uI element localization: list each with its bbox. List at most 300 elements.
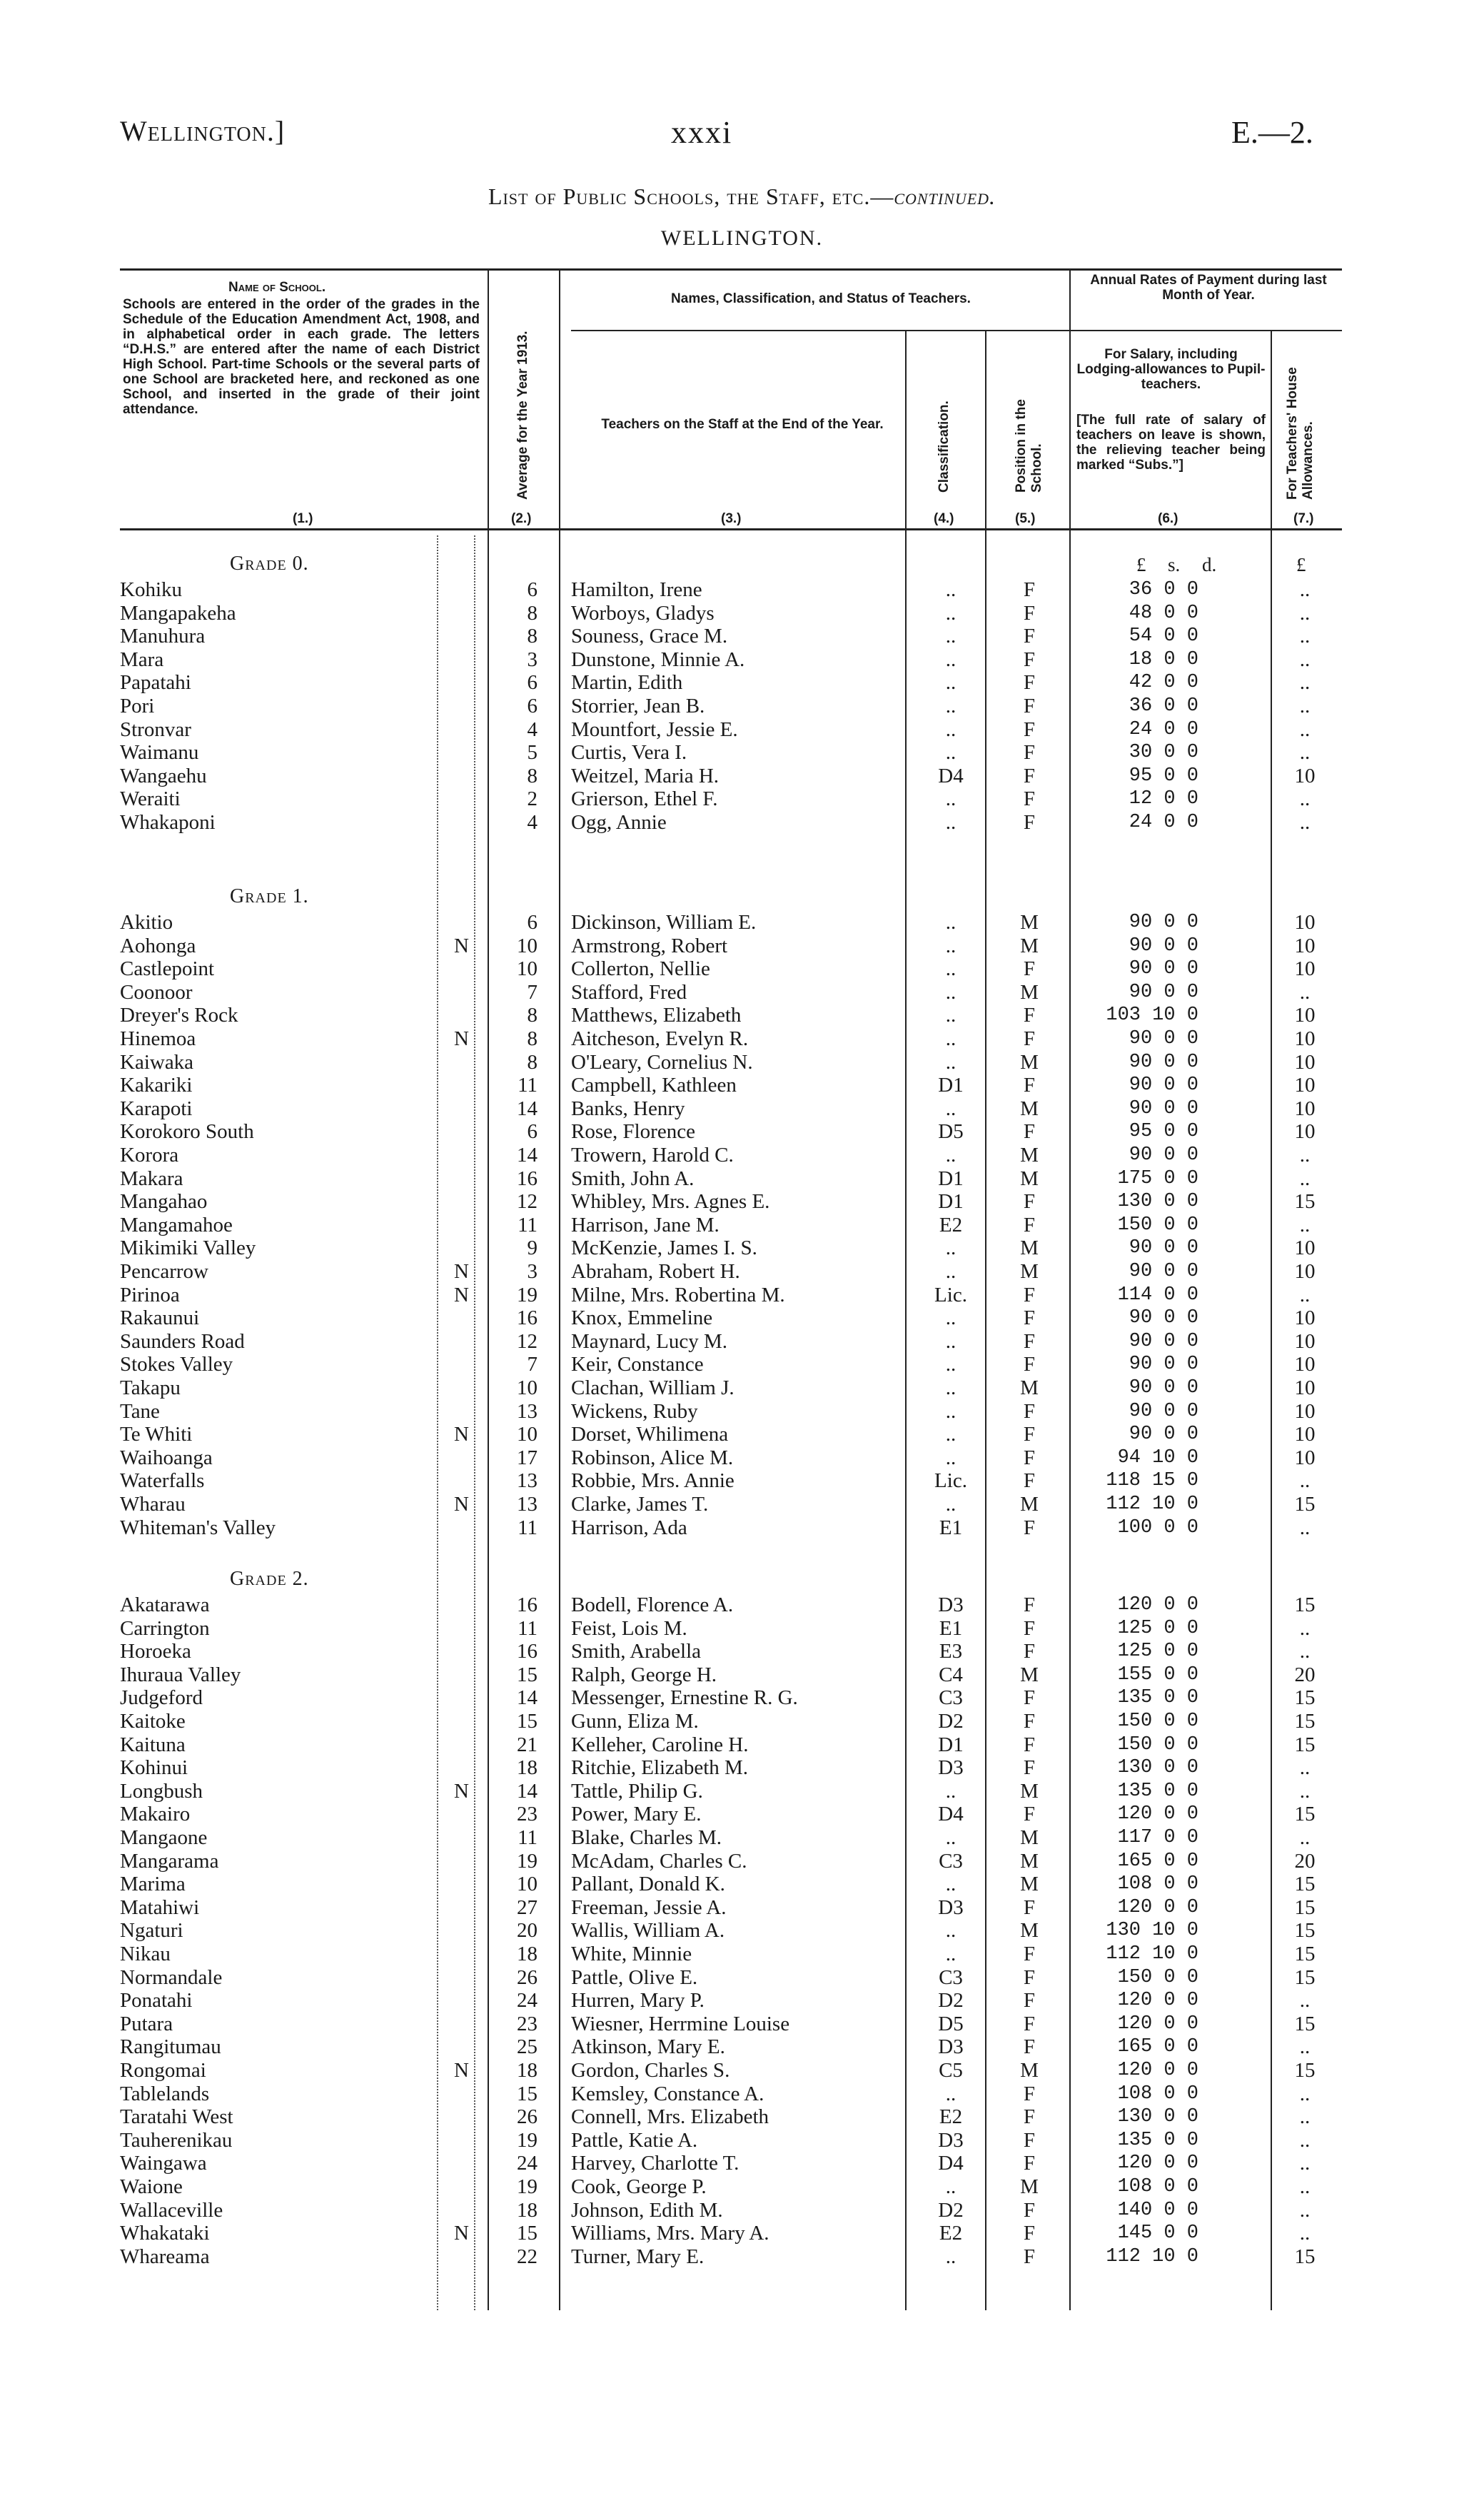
- col6-title: For Salary, including Lodging-allowances to Pupil-teachers.: [1076, 347, 1266, 392]
- average-attendance: 2: [527, 787, 537, 811]
- school-row: [0, 578, 1484, 601]
- classification: ..: [945, 2245, 956, 2268]
- teacher-name: Robbie, Mrs. Annie: [571, 1469, 735, 1493]
- position: M: [1020, 1237, 1039, 1260]
- school-row: [0, 1004, 1484, 1027]
- position: F: [1023, 648, 1036, 671]
- school-name: Nikau: [120, 1943, 171, 1965]
- position: F: [1023, 671, 1036, 695]
- average-attendance: 22: [517, 2245, 537, 2268]
- school-name: Carrington: [120, 1616, 210, 1640]
- house-allowance: 15: [1294, 2059, 1316, 2082]
- salary: 42 0 0: [1129, 672, 1198, 694]
- position: F: [1023, 2245, 1036, 2268]
- school-name: Taratahi West: [120, 2105, 233, 2129]
- house-allowance: 10: [1294, 934, 1316, 957]
- salary: 117 0 0: [1117, 1827, 1198, 1848]
- house-allowance: 15: [1294, 1803, 1316, 1826]
- position: M: [1020, 1376, 1039, 1399]
- teacher-name: Stafford, Fred: [571, 980, 687, 1004]
- school-name: Mangamahoe: [120, 1213, 233, 1237]
- position: F: [1023, 578, 1036, 601]
- classification: D5: [938, 1120, 964, 1144]
- teacher-name: Clarke, James T.: [571, 1493, 709, 1516]
- school-row: [0, 1593, 1484, 1616]
- report-code: E.—2.: [1231, 115, 1313, 150]
- salary: 30 0 0: [1129, 742, 1198, 764]
- teacher-name: Robinson, Alice M.: [571, 1446, 734, 1469]
- salary: 24 0 0: [1129, 812, 1198, 833]
- salary: 90 0 0: [1129, 1144, 1198, 1166]
- school-name: Wallaceville: [120, 2198, 223, 2222]
- col6-note: [The full rate of salary of teachers on leave is shown, the relieving teacher being marked “Subs.”]: [1076, 413, 1266, 473]
- average-attendance: 14: [517, 1686, 537, 1710]
- teacher-name: McKenzie, James I. S.: [571, 1237, 757, 1260]
- position: M: [1020, 1849, 1039, 1873]
- house-allowance: 10: [1294, 1353, 1316, 1376]
- position: F: [1023, 1120, 1036, 1144]
- classification: C5: [939, 2059, 963, 2082]
- teacher-name: White, Minnie: [571, 1943, 692, 1965]
- salary: 90 0 0: [1129, 1400, 1198, 1422]
- house-allowance: 10: [1294, 1423, 1316, 1446]
- teacher-name: Pattle, Katie A.: [571, 2128, 698, 2152]
- teacher-name: Souness, Grace M.: [571, 625, 728, 648]
- classification: D1: [938, 1074, 964, 1097]
- school-name: Akatarawa: [120, 1593, 210, 1616]
- page-title: [0, 183, 1484, 210]
- school-row: [0, 1167, 1484, 1190]
- average-attendance: 6: [527, 671, 537, 695]
- salary: 135 0 0: [1117, 1780, 1198, 1802]
- position: M: [1020, 1260, 1039, 1283]
- school-row: [0, 2105, 1484, 2128]
- average-attendance: 18: [517, 1943, 537, 1965]
- classification: ..: [945, 1423, 956, 1446]
- salary: 130 0 0: [1117, 1191, 1198, 1213]
- average-attendance: 15: [517, 1663, 537, 1686]
- average-attendance: 9: [527, 1237, 537, 1260]
- school-name: Korokoro South: [120, 1120, 254, 1144]
- teacher-name: Hamilton, Irene: [571, 578, 702, 601]
- position: F: [1023, 1943, 1036, 1965]
- position: F: [1023, 1686, 1036, 1710]
- native-flag: N: [454, 1283, 469, 1306]
- position: F: [1023, 1469, 1036, 1493]
- salary: 12 0 0: [1129, 788, 1198, 810]
- house-allowance: 15: [1294, 2245, 1316, 2268]
- school-row: [0, 1803, 1484, 1825]
- position: M: [1020, 911, 1039, 934]
- salary: 114 0 0: [1117, 1284, 1198, 1306]
- teacher-name: Martin, Edith: [571, 671, 683, 695]
- house-allowance: ..: [1299, 811, 1311, 834]
- average-attendance: 6: [527, 695, 537, 717]
- salary: 90 0 0: [1129, 1261, 1198, 1282]
- school-row: [0, 1617, 1484, 1640]
- school-row: [0, 1446, 1484, 1469]
- salary: 90 0 0: [1129, 1354, 1198, 1376]
- average-attendance: 18: [517, 2198, 537, 2222]
- classification: D3: [938, 1593, 964, 1616]
- position: F: [1023, 811, 1036, 834]
- teacher-name: McAdam, Charles C.: [571, 1849, 747, 1873]
- position: F: [1023, 1283, 1036, 1306]
- salary: 103 10 0: [1106, 1004, 1198, 1027]
- school-row: [0, 1756, 1484, 1779]
- school-row: [0, 1284, 1484, 1306]
- school-name: Hinemoa: [120, 1027, 196, 1050]
- school-name: Stokes Valley: [120, 1353, 233, 1376]
- school-name: Mangapakeha: [120, 601, 236, 625]
- school-row: [0, 787, 1484, 810]
- classification: D5: [938, 2012, 964, 2035]
- school-row: [0, 2083, 1484, 2105]
- school-row: [0, 1306, 1484, 1329]
- classification: D4: [938, 764, 964, 787]
- school-name: Putara: [120, 2012, 173, 2035]
- position: F: [1023, 1593, 1036, 1616]
- house-allowance: 15: [1294, 1733, 1316, 1756]
- average-attendance: 14: [517, 1779, 537, 1803]
- average-attendance: 11: [518, 1213, 537, 1237]
- school-name: Kaitoke: [120, 1710, 186, 1733]
- house-allowance: ..: [1299, 695, 1311, 717]
- school-row: [0, 1663, 1484, 1686]
- colnum-1: (1.): [293, 511, 313, 526]
- school-name: Korora: [120, 1144, 179, 1167]
- classification: ..: [945, 1004, 956, 1027]
- classification: ..: [945, 1353, 956, 1376]
- average-attendance: 19: [517, 2175, 537, 2198]
- school-name: Takapu: [120, 1376, 181, 1399]
- position: M: [1020, 1144, 1039, 1167]
- salary: 90 0 0: [1129, 958, 1198, 980]
- school-name: Makairo: [120, 1803, 191, 1826]
- position: F: [1023, 1516, 1036, 1539]
- house-allowance: 15: [1294, 1873, 1316, 1896]
- school-name: Waione: [120, 2175, 183, 2198]
- teacher-name: Cook, George P.: [571, 2175, 707, 2198]
- colnum-3: (3.): [721, 511, 742, 526]
- school-row: [0, 2152, 1484, 2175]
- house-allowance: ..: [1299, 601, 1311, 625]
- average-attendance: 20: [517, 1919, 537, 1943]
- salary: 18 0 0: [1129, 648, 1198, 670]
- school-name: Pori: [120, 695, 155, 717]
- house-allowance: ..: [1299, 1989, 1311, 2013]
- house-allowance: 10: [1294, 1376, 1316, 1399]
- salary: 165 0 0: [1117, 1850, 1198, 1872]
- school-row: [0, 1237, 1484, 1259]
- position: M: [1020, 1097, 1039, 1120]
- position: F: [1023, 764, 1036, 787]
- teacher-name: Johnson, Edith M.: [571, 2198, 723, 2222]
- average-attendance: 12: [517, 1190, 537, 1214]
- grade-heading: Grade 0.: [230, 553, 309, 575]
- house-allowance: 15: [1294, 1943, 1316, 1965]
- average-attendance: 27: [517, 1895, 537, 1919]
- classification: D4: [938, 1803, 964, 1826]
- position: F: [1023, 2222, 1036, 2245]
- position: F: [1023, 2198, 1036, 2222]
- teacher-name: Storrier, Jean B.: [571, 695, 705, 717]
- average-attendance: 6: [527, 1120, 537, 1144]
- house-allowance: ..: [1299, 1616, 1311, 1640]
- teacher-name: Gunn, Eliza M.: [571, 1710, 699, 1733]
- classification: E2: [939, 2222, 963, 2245]
- house-allowance: 20: [1294, 1849, 1316, 1873]
- average-attendance: 5: [527, 741, 537, 765]
- school-row: [0, 2175, 1484, 2198]
- teacher-name: Ralph, George H.: [571, 1663, 717, 1686]
- average-attendance: 17: [517, 1446, 537, 1469]
- teacher-name: Weitzel, Maria H.: [571, 764, 720, 787]
- salary: 120 0 0: [1117, 2060, 1198, 2081]
- house-allowance: ..: [1299, 1826, 1311, 1849]
- salary: 90 0 0: [1129, 1097, 1198, 1119]
- native-flag: N: [454, 2222, 469, 2245]
- teacher-name: Messenger, Ernestine R. G.: [571, 1686, 798, 1710]
- salary: 135 0 0: [1117, 2129, 1198, 2151]
- page-number: xxxi: [671, 115, 733, 150]
- school-name: Pencarrow: [120, 1260, 209, 1283]
- classification: ..: [945, 741, 956, 765]
- average-attendance: 24: [517, 1989, 537, 2013]
- salary: 48 0 0: [1129, 602, 1198, 624]
- classification: E1: [939, 1516, 963, 1539]
- classification: ..: [945, 811, 956, 834]
- classification: ..: [945, 1097, 956, 1120]
- school-name: Waingawa: [120, 2152, 207, 2175]
- teacher-name: Aitcheson, Evelyn R.: [571, 1027, 749, 1050]
- salary: 90 0 0: [1129, 1051, 1198, 1073]
- house-allowance: ..: [1299, 2128, 1311, 2152]
- house-allowance: 15: [1294, 1493, 1316, 1516]
- classification: Lic.: [934, 1283, 967, 1306]
- classification: ..: [945, 578, 956, 601]
- house-allowance: 15: [1294, 2012, 1316, 2035]
- salary: 90 0 0: [1129, 1028, 1198, 1049]
- school-row: [0, 648, 1484, 671]
- teacher-name: Knox, Emmeline: [571, 1306, 713, 1330]
- house-allowance: ..: [1299, 1213, 1311, 1237]
- average-attendance: 7: [527, 1353, 537, 1376]
- school-name: Tablelands: [120, 2082, 210, 2105]
- average-attendance: 11: [518, 1616, 537, 1640]
- school-name: Stronvar: [120, 717, 191, 741]
- school-row: [0, 911, 1484, 934]
- average-attendance: 13: [517, 1399, 537, 1423]
- classification: D3: [938, 1895, 964, 1919]
- house-allowance: 10: [1294, 1329, 1316, 1353]
- teacher-name: Wallis, William A.: [571, 1919, 725, 1943]
- col7-title: For Teachers' House Allowances.: [1285, 367, 1316, 500]
- teacher-name: O'Leary, Cornelius N.: [571, 1050, 753, 1074]
- classification: ..: [945, 601, 956, 625]
- classification: ..: [945, 2082, 956, 2105]
- school-name: Saunders Road: [120, 1329, 245, 1353]
- school-row: [0, 2059, 1484, 2082]
- classification: ..: [945, 625, 956, 648]
- average-attendance: 4: [527, 717, 537, 741]
- teacher-name: Trowern, Harold C.: [571, 1144, 734, 1167]
- salary: 120 0 0: [1117, 2013, 1198, 2035]
- teacher-name: Ogg, Annie: [571, 811, 667, 834]
- school-row: [0, 1919, 1484, 1942]
- house-allowance: ..: [1299, 1640, 1311, 1663]
- school-name: Castlepoint: [120, 957, 215, 981]
- average-attendance: 13: [517, 1493, 537, 1516]
- teacher-name: Mountfort, Jessie E.: [571, 717, 738, 741]
- classification: ..: [945, 671, 956, 695]
- teacher-name: Dorset, Whilimena: [571, 1423, 729, 1446]
- school-row: [0, 1423, 1484, 1446]
- classification: D3: [938, 1756, 964, 1780]
- average-attendance: 16: [517, 1167, 537, 1190]
- house-allowance: ..: [1299, 648, 1311, 671]
- average-attendance: 26: [517, 1965, 537, 1989]
- classification: ..: [945, 787, 956, 811]
- teacher-name: Williams, Mrs. Mary A.: [571, 2222, 769, 2245]
- position: M: [1020, 1663, 1039, 1686]
- classification: D1: [938, 1190, 964, 1214]
- house-allowance: 10: [1294, 1306, 1316, 1330]
- unit-pounds: £: [1136, 554, 1146, 575]
- teacher-name: Pallant, Donald K.: [571, 1873, 725, 1896]
- salary: 120 0 0: [1117, 1896, 1198, 1918]
- school-row: [0, 602, 1484, 625]
- native-flag: N: [454, 1423, 469, 1446]
- school-name: Manuhura: [120, 625, 206, 648]
- average-attendance: 19: [517, 1283, 537, 1306]
- teacher-name: Wiesner, Herrmine Louise: [571, 2012, 790, 2035]
- col2-title: Average for the Year 1913.: [515, 331, 530, 500]
- teacher-name: Connell, Mrs. Elizabeth: [571, 2105, 769, 2129]
- classification: ..: [945, 1050, 956, 1074]
- position: F: [1023, 1710, 1036, 1733]
- classification: ..: [945, 1446, 956, 1469]
- classification: D2: [938, 1710, 964, 1733]
- position: M: [1020, 2175, 1039, 2198]
- position: F: [1023, 1399, 1036, 1423]
- teacher-name: Turner, Mary E.: [571, 2245, 705, 2268]
- house-allowance: 10: [1294, 1097, 1316, 1120]
- position: M: [1020, 934, 1039, 957]
- colnum-6: (6.): [1158, 511, 1178, 526]
- salary: 100 0 0: [1117, 1516, 1198, 1538]
- classification: ..: [945, 717, 956, 741]
- school-name: Ponatahi: [120, 1989, 193, 2013]
- average-attendance: 15: [517, 2082, 537, 2105]
- school-row: [0, 1214, 1484, 1237]
- position: F: [1023, 2082, 1036, 2105]
- position: F: [1023, 1895, 1036, 1919]
- position: F: [1023, 957, 1036, 981]
- house-allowance: ..: [1299, 1469, 1311, 1493]
- school-name: Longbush: [120, 1779, 203, 1803]
- teacher-name: Tattle, Philip G.: [571, 1779, 703, 1803]
- average-attendance: 16: [517, 1593, 537, 1616]
- average-attendance: 16: [517, 1306, 537, 1330]
- average-attendance: 8: [527, 625, 537, 648]
- position: F: [1023, 1965, 1036, 1989]
- house-allowance: 10: [1294, 1074, 1316, 1097]
- position: M: [1020, 1873, 1039, 1896]
- house-allowance: 10: [1294, 1399, 1316, 1423]
- classification: D3: [938, 2128, 964, 2152]
- salary: 120 0 0: [1117, 1990, 1198, 2012]
- teacher-name: Harvey, Charlotte T.: [571, 2152, 740, 2175]
- house-allowance: ..: [1299, 578, 1311, 601]
- school-row: [0, 695, 1484, 717]
- classification: ..: [945, 1237, 956, 1260]
- school-row: [0, 1850, 1484, 1873]
- house-allowance: ..: [1299, 741, 1311, 765]
- position: F: [1023, 2105, 1036, 2129]
- average-attendance: 14: [517, 1144, 537, 1167]
- teacher-name: Harrison, Jane M.: [571, 1213, 720, 1237]
- average-attendance: 11: [518, 1516, 537, 1539]
- position: M: [1020, 980, 1039, 1004]
- salary: 112 10 0: [1106, 1494, 1198, 1515]
- school-row: [0, 2245, 1484, 2268]
- school-name: Ngaturi: [120, 1919, 183, 1943]
- title-main: List of Public Schools, the Staff, etc.—: [488, 183, 894, 209]
- district-subtitle: WELLINGTON.: [660, 226, 824, 250]
- average-attendance: 8: [527, 1050, 537, 1074]
- salary: 90 0 0: [1129, 1237, 1198, 1259]
- average-attendance: 10: [517, 1376, 537, 1399]
- salary: 36 0 0: [1129, 579, 1198, 600]
- school-name: Kaituna: [120, 1733, 186, 1756]
- classification: ..: [945, 1144, 956, 1167]
- salary: 95 0 0: [1129, 765, 1198, 787]
- classification: ..: [945, 2175, 956, 2198]
- average-attendance: 7: [527, 980, 537, 1004]
- average-attendance: 4: [527, 811, 537, 834]
- teacher-name: Smith, John A.: [571, 1167, 695, 1190]
- salary: 95 0 0: [1129, 1121, 1198, 1143]
- salary: 90 0 0: [1129, 935, 1198, 957]
- house-allowance: ..: [1299, 2198, 1311, 2222]
- salary: 135 0 0: [1117, 1687, 1198, 1709]
- school-name: Rongomai: [120, 2059, 206, 2082]
- teacher-name: Harrison, Ada: [571, 1516, 687, 1539]
- school-name: Rakaunui: [120, 1306, 200, 1330]
- house-allowance: ..: [1299, 2082, 1311, 2105]
- school-name: Weraiti: [120, 787, 181, 811]
- teacher-name: Ritchie, Elizabeth M.: [571, 1756, 749, 1780]
- school-name: Kohinui: [120, 1756, 188, 1780]
- average-attendance: 10: [517, 1423, 537, 1446]
- position: F: [1023, 695, 1036, 717]
- salary: 90 0 0: [1129, 981, 1198, 1003]
- school-name: Aohonga: [120, 934, 196, 957]
- position: F: [1023, 1074, 1036, 1097]
- salary: 125 0 0: [1117, 1641, 1198, 1663]
- classification: D1: [938, 1733, 964, 1756]
- col3-group-title: Names, Classification, and Status of Teachers.: [671, 291, 971, 306]
- house-allowance: 15: [1294, 1593, 1316, 1616]
- house-allowance: 10: [1294, 957, 1316, 981]
- average-attendance: 11: [518, 1826, 537, 1849]
- position: F: [1023, 1446, 1036, 1469]
- school-row: [0, 625, 1484, 648]
- salary: 130 0 0: [1117, 1757, 1198, 1779]
- house-allowance: 15: [1294, 1919, 1316, 1943]
- school-name: Kakariki: [120, 1074, 193, 1097]
